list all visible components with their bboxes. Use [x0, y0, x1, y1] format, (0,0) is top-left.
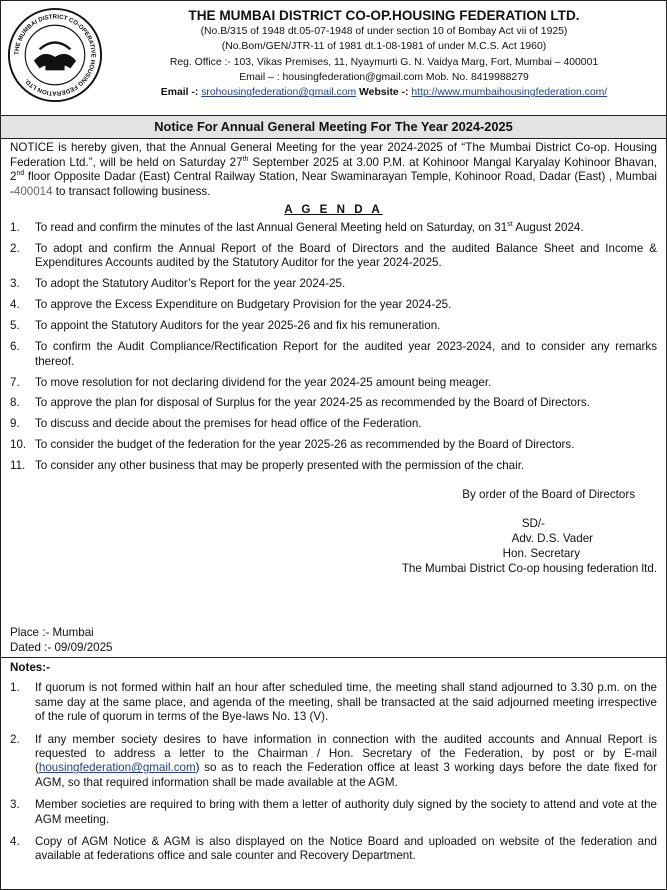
agenda-item: 2. To adopt and confirm the Annual Report of the Board of Directors and the audited Balance Sheet and Income & Expenditures Accounts audited by the Statutory Auditor for the year 2024-2025. — [10, 241, 657, 270]
notes-list — [10, 681, 657, 863]
place-date-block — [10, 625, 113, 655]
agenda-item: 11. To consider any other business that may be properly presented with the permission of the chair. — [10, 459, 525, 473]
notice-paragraph: NOTICE is hereby given, that the Annual General Meeting for the year 2024-2025 of “The Mumbai District Co-op. Housing Federation Ltd.”, will be held on Saturday 27th September 2025 at 3.00 P.M. at Kohinoor Mangal Karyalay Kohinoor Bhavan, 2nd floor Opposite Dadar (East) Central Railway Station, Near Swaminarayan Temple, Kohinoor Road, Dadar (East) , Mumbai -400014 to transact following business. — [10, 141, 658, 198]
website-link[interactable]: http://www.mumbaihousingfederation.com/ — [411, 87, 608, 99]
email-website-line — [106, 85, 662, 100]
notice-title: Notice For Annual General Meeting For The Year 2024-2025 — [1, 115, 666, 139]
agenda-item: 3. To adopt the Statutory Auditor’s Report for the year 2024-25. — [10, 277, 346, 291]
notice-body — [10, 141, 657, 576]
email-link[interactable]: srohousingfederation@gmail.com — [201, 87, 357, 99]
agenda-item: 10. To consider the budget of the federation for the year 2025-26 as recommended by the Board of Directors. — [10, 438, 575, 452]
registration-line-1: (No.B/315 of 1948 dt.05-07-1948 of under section 10 of Bombay Act vii of 1925) — [200, 26, 568, 37]
agenda-item: 1. To read and confirm the minutes of the last Annual General Meeting held on Saturday, on 31st August 2024. — [10, 220, 584, 234]
by-order-line: By order of the Board of Directors — [462, 487, 635, 501]
dated: Dated :- 09/09/2025 — [10, 641, 113, 654]
agenda-item: 9. To discuss and decide about the premises for head office of the Federation. — [10, 417, 422, 431]
agenda-heading: A G E N D A — [284, 203, 383, 217]
letterhead — [1, 1, 666, 111]
note-item: 3. Member societies are required to bring with them a letter of authority duly signed by the society to attend and vote at the AGM meeting. — [10, 798, 657, 826]
agenda-item: 7. To move resolution for not declaring dividend for the year 2024-25 amount being meager. — [10, 375, 492, 389]
agenda-item: 8. To approve the plan for disposal of Surplus for the year 2024-25 as recommended by the Board of Directors. — [10, 396, 590, 410]
letterhead-text — [106, 7, 662, 100]
pin-code: 400014 — [13, 184, 53, 198]
notes-section — [10, 661, 657, 872]
signatory-designation: Hon. Secretary — [502, 547, 580, 561]
agenda-item: 4. To approve the Excess Expenditure on Budgetary Provision for the year 2024-25. — [10, 298, 452, 312]
note-item: 1. If quorum is not formed within half an hour after scheduled time, the meeting shall stand adjourned to 3.30 p.m. on the same day at the same place, and agenda of the meeting, shall be transacted at the said adjourned meeting irrespective of the rule of quorum in terms of the Bye-laws No. 13 (V). — [10, 681, 657, 724]
notes-heading: Notes:- — [10, 661, 50, 674]
signatory-org: The Mumbai District Co-op housing federation ltd. — [401, 562, 657, 576]
org-title: THE MUMBAI DISTRICT CO-OP.HOUSING FEDERATION LTD. — [188, 8, 580, 23]
signature-block — [10, 516, 657, 576]
agenda-item: 6. To confirm the Audit Compliance/Rectification Report for the audited year 2023-2024, and to consider any remarks thereof. — [10, 340, 657, 368]
note-item: 2. If any member society desires to have information in connection with the audited accounts and Annual Report is requested to address a letter to the Chairman / Hon. Secretary of the Federation, by post or by E-mail (housingfederation@gmail.com) so as to reach the Federation office at least 3 working days before the date fixed for AGM, so that required information shall be made available at the AGM. — [10, 732, 657, 789]
federation-seal-icon — [7, 7, 103, 103]
website-label: Website -: — [359, 87, 409, 99]
svg-text:THE MUMBAI DISTRICT CO-OPERATI: THE MUMBAI DISTRICT CO-OPERATIVE HOUSING FEDERATION LTD. — [13, 13, 97, 97]
signature-sd: SD/- — [521, 517, 545, 531]
agenda-list — [10, 221, 657, 474]
place: Place :- Mumbai — [10, 626, 94, 639]
notes-email-link[interactable]: housingfederation@gmail.com — [38, 761, 196, 775]
email-label: Email -: — [160, 87, 199, 99]
contact-line: Email – : housingfederation@gmail.com Mob. No. 8419988279 — [239, 71, 529, 83]
agenda-item: 5. To appoint the Statutory Auditors for the year 2025-26 and fix his remuneration. — [10, 319, 441, 333]
office-address: Reg. Office :- 103, Vikas Premises, 11, Nyaymurti G. N. Vaidya Marg, Fort, Mumbai – 400001 — [169, 56, 599, 68]
note-item: 4. Copy of AGM Notice & AGM is also displayed on the Notice Board and uploaded on website of the federation and available at federations office and sale counter and Recovery Department. — [10, 835, 657, 863]
signatory-name: Adv. D.S. Vader — [511, 532, 593, 546]
registration-line-2: (No.Bom/GEN/JTR-11 of 1981 dt.1-08-1981 of under M.C.S. Act 1960) — [221, 41, 547, 53]
section-divider — [1, 657, 666, 658]
